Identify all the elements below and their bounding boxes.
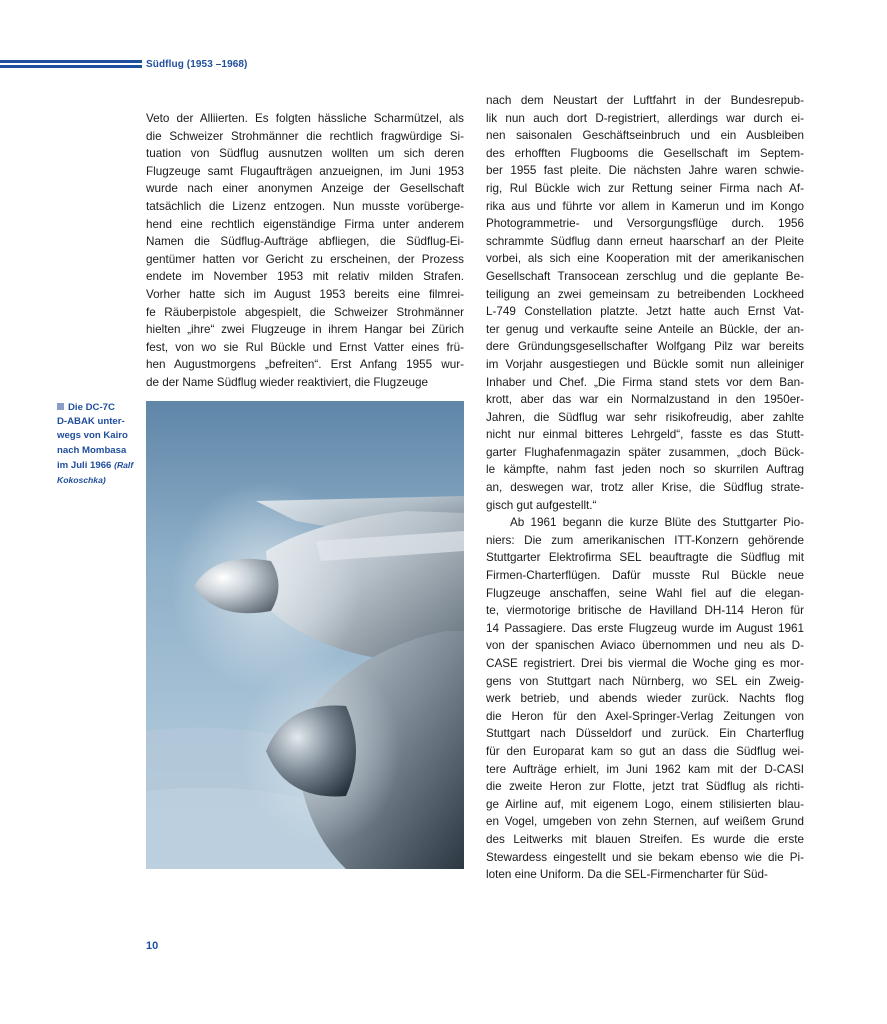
text-line: teiligung an zwei gemeinsam zu betreibenden Lockheed — [486, 287, 804, 301]
header-rule-bottom — [0, 65, 142, 68]
text-line: ter genug und verkaufte seine Anteile an Bückle, der an- — [486, 322, 804, 336]
running-title: Südflug (1953 –1968) — [146, 59, 248, 70]
left-text-column — [146, 110, 464, 392]
text-line: schrammte Südflug dann erneut haarscharf an der Pleite — [486, 234, 804, 248]
text-line: Stuttgarter Elektrofirma SEL beauftragte die Südflug mit — [486, 551, 804, 565]
text-line: Gesellschaft Transocean zerschlug und die geplante Be- — [486, 269, 804, 283]
caption-line: D-ABAK unter- — [57, 416, 125, 428]
text-line: lik nun auch dort D-registriert, allerdings war durch ei- — [486, 111, 804, 125]
text-line: Flugzeuge anschaffen, seine Wahl fiel auf die elegan- — [486, 586, 804, 600]
text-line: des erhofften Flugbooms die Gesellschaft im Septem- — [486, 146, 804, 160]
text-line: L-749 Constellation platzte. Jetzt hatte auch Ernst Vat- — [486, 305, 804, 319]
text-line: rig, Rul Bückle wich zur Rettung seiner Firma nach Af- — [486, 181, 804, 195]
text-line: die Schweizer Strohmänner die rechtlich fragwürdige Si- — [146, 129, 464, 143]
aircraft-engine-photo — [146, 401, 464, 869]
text-line: Inhaber und Chef. „Die Firma stand stets vor dem Ban- — [486, 375, 804, 389]
text-line: im Vorjahr ausgestiegen und Bückle somit nun alleiniger — [486, 357, 804, 371]
caption-line: Die DC-7C — [57, 401, 137, 415]
text-line: nen saisonalen Geschäftseinbruch und ein Ausbleiben — [486, 129, 804, 143]
photo-caption — [57, 401, 137, 488]
text-line: Ab 1961 begann die kurze Blüte des Stuttgarter Pio- — [510, 516, 804, 530]
text-line: Stewardess eingestellt und sie bekam ebenso wie die Pi- — [486, 850, 804, 864]
header-rule — [0, 58, 142, 70]
text-line: te, viermotorige britische de Havilland DH-114 Heron für — [486, 604, 804, 618]
text-line: Vorher hatte sich im August 1953 bereits eine filmrei- — [146, 287, 464, 301]
text-line: rika aus und führte vor allem in Kamerun und im Kongo — [486, 199, 804, 213]
text-line: Firmen-Charterflügen. Dafür musste Rul Bückle neue — [486, 569, 804, 583]
text-line: ber 1955 fast pleite. Die nächsten Jahre waren schwie- — [486, 164, 804, 178]
text-line: endete im November 1953 mit relativ milden Strafen. — [146, 270, 464, 284]
right-text-column — [486, 92, 804, 884]
text-line: 14 Passagiere. Das erste Flugzeug wurde im August 1961 — [486, 621, 804, 635]
text-line: Stuttgart nach Düsseldorf und zurück. Ein Charterflug — [486, 727, 804, 741]
text-line: CASE registriert. Drei bis viermal die Woche ging es mor- — [486, 657, 804, 670]
text-line: en Vogel, umgeben von zehn Sternen, auf weißem Grund — [486, 815, 804, 829]
caption-line — [57, 473, 137, 488]
photo-credit: Kokoschka) — [57, 475, 106, 486]
text-line: die zweite Heron zur Flotte, jetzt trat Südflug als richti- — [486, 780, 804, 794]
text-line: hend eine rechtlich eigenständige Firma unter anderem — [146, 217, 464, 231]
text-line: le kämpfte, nahm fast jeden noch so skurrilen Auftrag — [486, 463, 804, 477]
text-line: Jahren, die Südflug war sehr risikofreudig, aber zahlte — [486, 410, 804, 424]
text-line: fe Räuberpistole abgespielt, die Schweizer Strohmänner — [146, 305, 464, 319]
text-line: loten eine Uniform. Da die SEL-Firmencharter für Süd- — [486, 868, 768, 882]
text-line: Flugzeuge samt Flugaufträgen anzueignen, im Juni 1953 — [146, 164, 464, 178]
text-line: garter Flughafenmagazin später zusammen, „doch Bück- — [486, 445, 804, 459]
text-line: gens von Stuttgart nach Nürnberg, wo SEL ein Zweig- — [486, 674, 804, 688]
text-line: für den Europarat kam so gut an dass die Südflug wei- — [486, 744, 804, 758]
text-line: von der spanischen Aviaco übernommen und neu als D- — [486, 639, 804, 653]
text-line: tuation von Südflug ausnutzen wollten um sich deren — [146, 147, 464, 161]
text-line: wurde nach einer anonymen Anzeige der Gesellschaft — [146, 182, 464, 196]
text-line: hen Augustmorgens „befreiten“. Erst Anfang 1955 wur- — [146, 358, 464, 372]
text-line: tere Aufträge erhielt, im Juni 1962 kam mit der D-CASI — [486, 762, 804, 776]
text-line: Photogrammetrie- und Versorgungsflüge durch. 1956 — [486, 217, 804, 231]
text-line: tatsächlich die Lizenz entzogen. Nun musste vorüberge- — [146, 199, 464, 213]
text-line: krott, aber das war ein Normalzustand in den 1950er- — [486, 393, 804, 407]
text-line: Namen die Südflug-Aufträge abfliegen, die Südflug-Ei- — [146, 235, 464, 249]
header-rule-top — [0, 60, 142, 63]
text-line: fest, von wo sie Rul Bückle und Ernst Vatter eines frü- — [146, 340, 464, 354]
text-line: nach dem Neustart der Luftfahrt in der Bundesrepub- — [486, 94, 804, 107]
text-line: vorbei, als sich eine Kooperation mit der amerikanischen — [486, 252, 804, 266]
text-line: des Leitwerks mit blauen Streifen. Es wurde die erste — [486, 832, 804, 846]
text-line: ge Airline auf, mit eigenem Logo, einem stilisierten blau- — [486, 797, 804, 811]
text-line: an, deswegen war, trotz aller Krise, die Südflug strate- — [486, 481, 804, 495]
text-line: de der Name Südflug wieder reaktiviert, die Flugzeuge — [146, 375, 428, 389]
text-line: nicht nur einmal bitteres Lehrgeld“, fasste es das Stutt- — [486, 428, 804, 442]
caption-line: wegs von Kairo — [57, 430, 128, 442]
text-line: niers: Die zum amerikanischen ITT-Konzern gehörende — [486, 533, 804, 547]
caption-line: im Juli 1966 (Ralf — [57, 459, 134, 471]
text-line: die Heron für den Axel-Springer-Verlag Zeitungen von — [486, 709, 804, 723]
page-number: 10 — [146, 940, 159, 952]
text-line: gentümer hatten vor Gericht zu erscheinen, der Prozess — [146, 252, 464, 266]
text-line: hielten „ihre“ zwei Flugzeuge in ihrem Hangar bei Zürich — [146, 323, 464, 337]
text-line: Veto der Alliierten. Es folgten hässliche Scharmützel, als — [146, 112, 464, 125]
text-line: werk betrieb, und abends wieder zurück. Nachts flog — [486, 692, 804, 706]
photo-credit: (Ralf — [114, 459, 134, 470]
text-line: gisch gut aufgestellt.“ — [486, 498, 597, 512]
caption-marker-icon — [57, 403, 64, 410]
caption-line: nach Mombasa — [57, 444, 127, 456]
text-line: dere Gründungsgesellschafter Wolfgang Pilz war bereits — [486, 340, 804, 354]
